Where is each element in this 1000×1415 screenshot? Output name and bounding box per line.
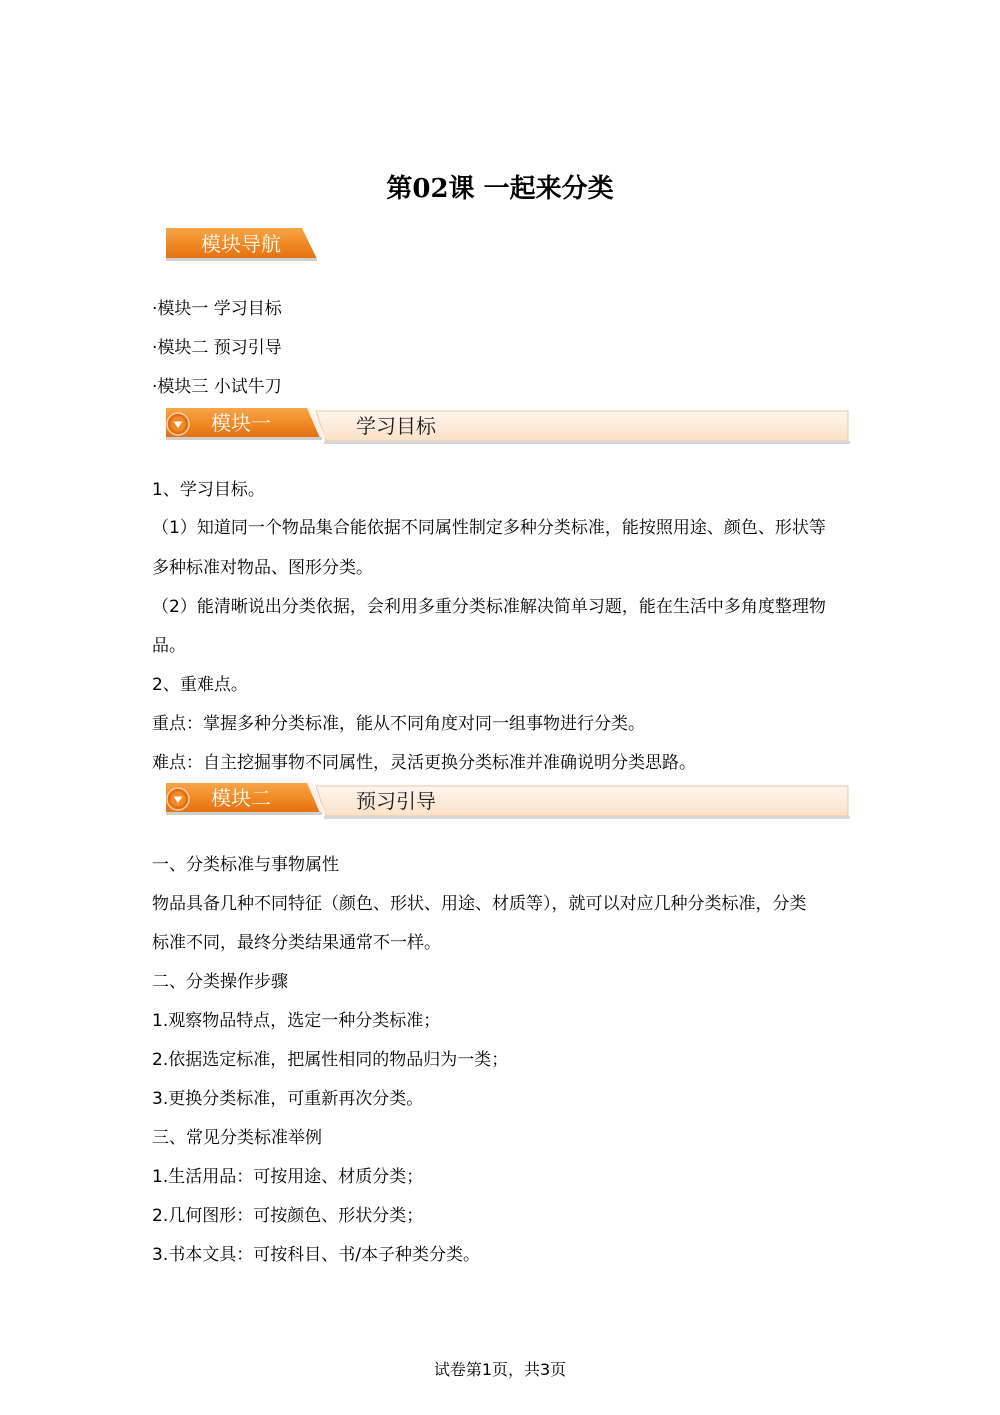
section3-heading: 三、常见分类标准举例 — [152, 1128, 322, 1148]
goal-item-2-line2: 品。 — [152, 636, 186, 656]
nav-item-module3[interactable]: ·模块三 小试牛刀 — [152, 377, 282, 397]
step-3: 3.更换分类标准，可重新再次分类。 — [152, 1089, 424, 1109]
goal-item-1-line1: （1）知道同一个物品集合能依据不同属性制定多种分类标准，能按照用途、颜色、形状等 — [152, 518, 826, 538]
module2-label: 模块二 — [211, 786, 271, 810]
key-point: 重点：掌握多种分类标准，能从不同角度对同一组事物进行分类。 — [152, 714, 645, 734]
module1-label: 模块一 — [211, 411, 271, 435]
page-footer: 试卷第1页，共3页 — [433, 1360, 567, 1379]
nav-item-module2[interactable]: ·模块二 预习引导 — [152, 338, 282, 358]
example-2: 2.几何图形：可按颜色、形状分类； — [152, 1206, 424, 1226]
module-nav-banner — [166, 228, 318, 261]
section1-heading: 一、分类标准与事物属性 — [152, 855, 339, 875]
nav-banner-label: 模块导航 — [201, 232, 281, 256]
example-3: 3.书本文具：可按科目、书/本子种类分类。 — [152, 1245, 480, 1265]
page-title: 第02课 一起来分类 — [386, 174, 614, 204]
step-1: 1.观察物品特点，选定一种分类标准； — [152, 1011, 441, 1031]
key-points-heading: 2、重难点。 — [152, 675, 248, 695]
chevron-down-circle-icon — [166, 412, 190, 436]
module2-title: 预习引导 — [356, 789, 436, 813]
goal-heading: 1、学习目标。 — [152, 480, 265, 500]
module2-header — [166, 783, 850, 819]
module1-title: 学习目标 — [356, 414, 436, 438]
section1-text-line1: 物品具备几种不同特征（颜色、形状、用途、材质等），就可以对应几种分类标准，分类 — [152, 894, 807, 914]
goal-item-1-line2: 多种标准对物品、图形分类。 — [152, 558, 373, 578]
step-2: 2.依据选定标准，把属性相同的物品归为一类； — [152, 1050, 509, 1070]
module1-header — [166, 408, 850, 444]
section1-text-line2: 标准不同，最终分类结果通常不一样。 — [152, 933, 441, 953]
goal-item-2-line1: （2）能清晰说出分类依据，会利用多重分类标准解决简单习题，能在生活中多角度整理物 — [152, 597, 826, 617]
chevron-down-circle-icon — [166, 787, 190, 811]
nav-item-module1[interactable]: ·模块一 学习目标 — [152, 299, 282, 319]
example-1: 1.生活用品：可按用途、材质分类； — [152, 1167, 424, 1187]
section2-heading: 二、分类操作步骤 — [152, 972, 288, 992]
difficult-point: 难点：自主挖掘事物不同属性，灵活更换分类标准并准确说明分类思路。 — [152, 753, 696, 773]
